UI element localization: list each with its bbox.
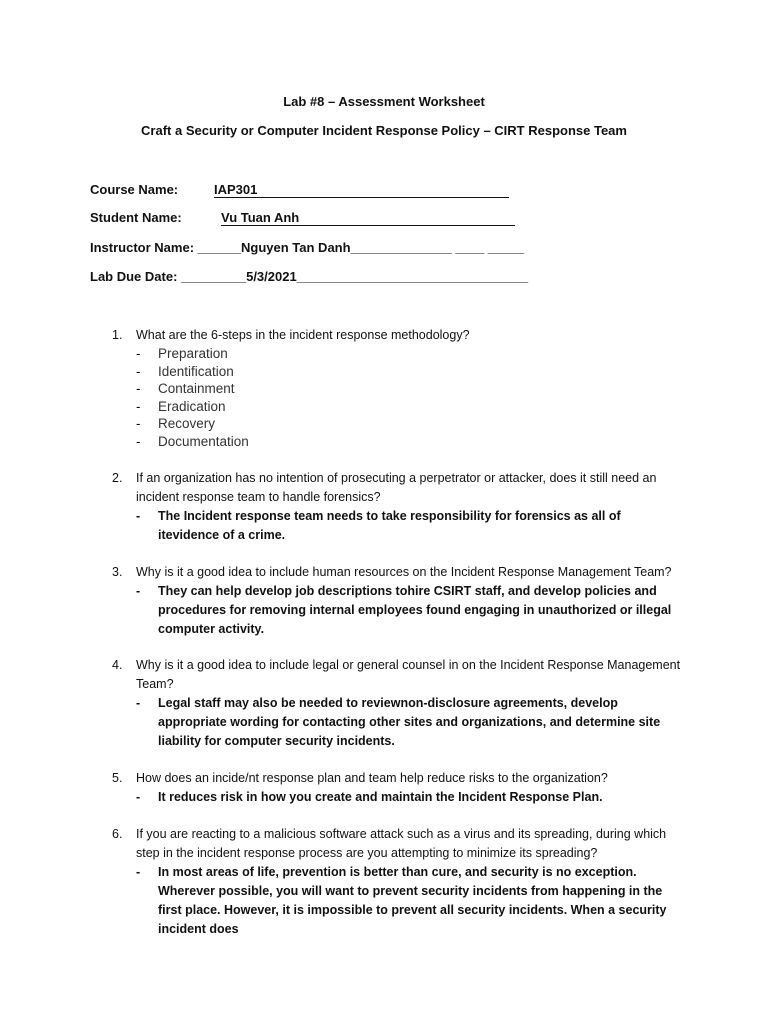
- question-6: [112, 825, 682, 939]
- worksheet-subtitle: Craft a Security or Computer Incident Response Policy – CIRT Response Team: [141, 123, 627, 138]
- worksheet-title: Lab #8 – Assessment Worksheet: [283, 94, 485, 109]
- question-text: Why is it a good idea to include legal or general counsel in on the Incident Response Management Team?: [136, 658, 681, 691]
- instructor-name-row: [90, 240, 524, 255]
- question-number: 5.: [112, 771, 123, 785]
- question-number: 2.: [112, 471, 123, 485]
- question-number: 3.: [112, 565, 123, 579]
- question-3: [112, 563, 682, 639]
- instructor-name-value: Nguyen Tan Danh______________ ____ _____: [241, 240, 525, 255]
- list-item: - Documentation: [136, 433, 249, 449]
- question-text: If you are reacting to a malicious software attack such as a virus and its spreading, during which step in the incident response process are you attempting to minimize its spreading?: [136, 827, 667, 860]
- list-item: - Identification: [136, 363, 234, 379]
- list-item: - Preparation: [136, 346, 228, 361]
- question-4: [112, 656, 682, 751]
- list-item: - Recovery: [136, 416, 216, 432]
- question-text: Why is it a good idea to include human resources on the Incident Response Management Team?: [136, 565, 672, 579]
- question-number: 4.: [112, 658, 123, 672]
- question-number: 1.: [112, 328, 123, 342]
- student-name-row: [90, 210, 300, 225]
- course-name-value: IAP301: [214, 182, 509, 198]
- instructor-name-label: Instructor Name: ______: [90, 240, 242, 255]
- student-name-label: Student Name:: [90, 210, 182, 225]
- question-text: How does an incide/nt response plan and team help reduce risks to the organization?: [136, 771, 608, 785]
- answer-text: - Legal staff may also be needed to reviewnon-disclosure agreements, develop appropriate wording for contacting other sites and organizations, and determine site liability for computer security incidents.: [136, 696, 661, 748]
- question-2: [112, 469, 682, 545]
- due-date-value: 5/3/2021________________________________: [246, 269, 529, 284]
- question-text: What are the 6-steps in the incident response methodology?: [136, 328, 470, 342]
- course-name-row: [90, 182, 258, 197]
- due-date-label: Lab Due Date: _________: [90, 269, 247, 284]
- list-item: - Eradication: [136, 398, 226, 414]
- list-item: - Containment: [136, 381, 235, 397]
- answer-text: - In most areas of life, prevention is better than cure, and security is no exception. Wherever possible, you will want to prevent security incidents from happening in the first place. However, it is impossible to prevent all security incidents. When a security incident does: [136, 865, 667, 936]
- answer-text: - It reduces risk in how you create and maintain the Incident Response Plan.: [136, 790, 603, 804]
- question-5: [112, 769, 682, 807]
- question-text: If an organization has no intention of prosecuting a perpetrator or attacker, does it still need an incident response team to handle forensics?: [136, 471, 657, 504]
- answer-text: - They can help develop job descriptions tohire CSIRT staff, and develop policies and procedures for removing internal employees found engaging in unauthorized or illegal computer activity.: [136, 584, 672, 636]
- answer-text: - The Incident response team needs to take responsibility for forensics as all of itevidence of a crime.: [136, 509, 621, 542]
- question-number: 6.: [112, 827, 123, 841]
- student-name-value: Vu Tuan Anh: [221, 210, 515, 226]
- due-date-row: [90, 269, 528, 284]
- step-list: [136, 345, 682, 451]
- course-name-label: Course Name:: [90, 182, 179, 197]
- question-1: [112, 326, 682, 451]
